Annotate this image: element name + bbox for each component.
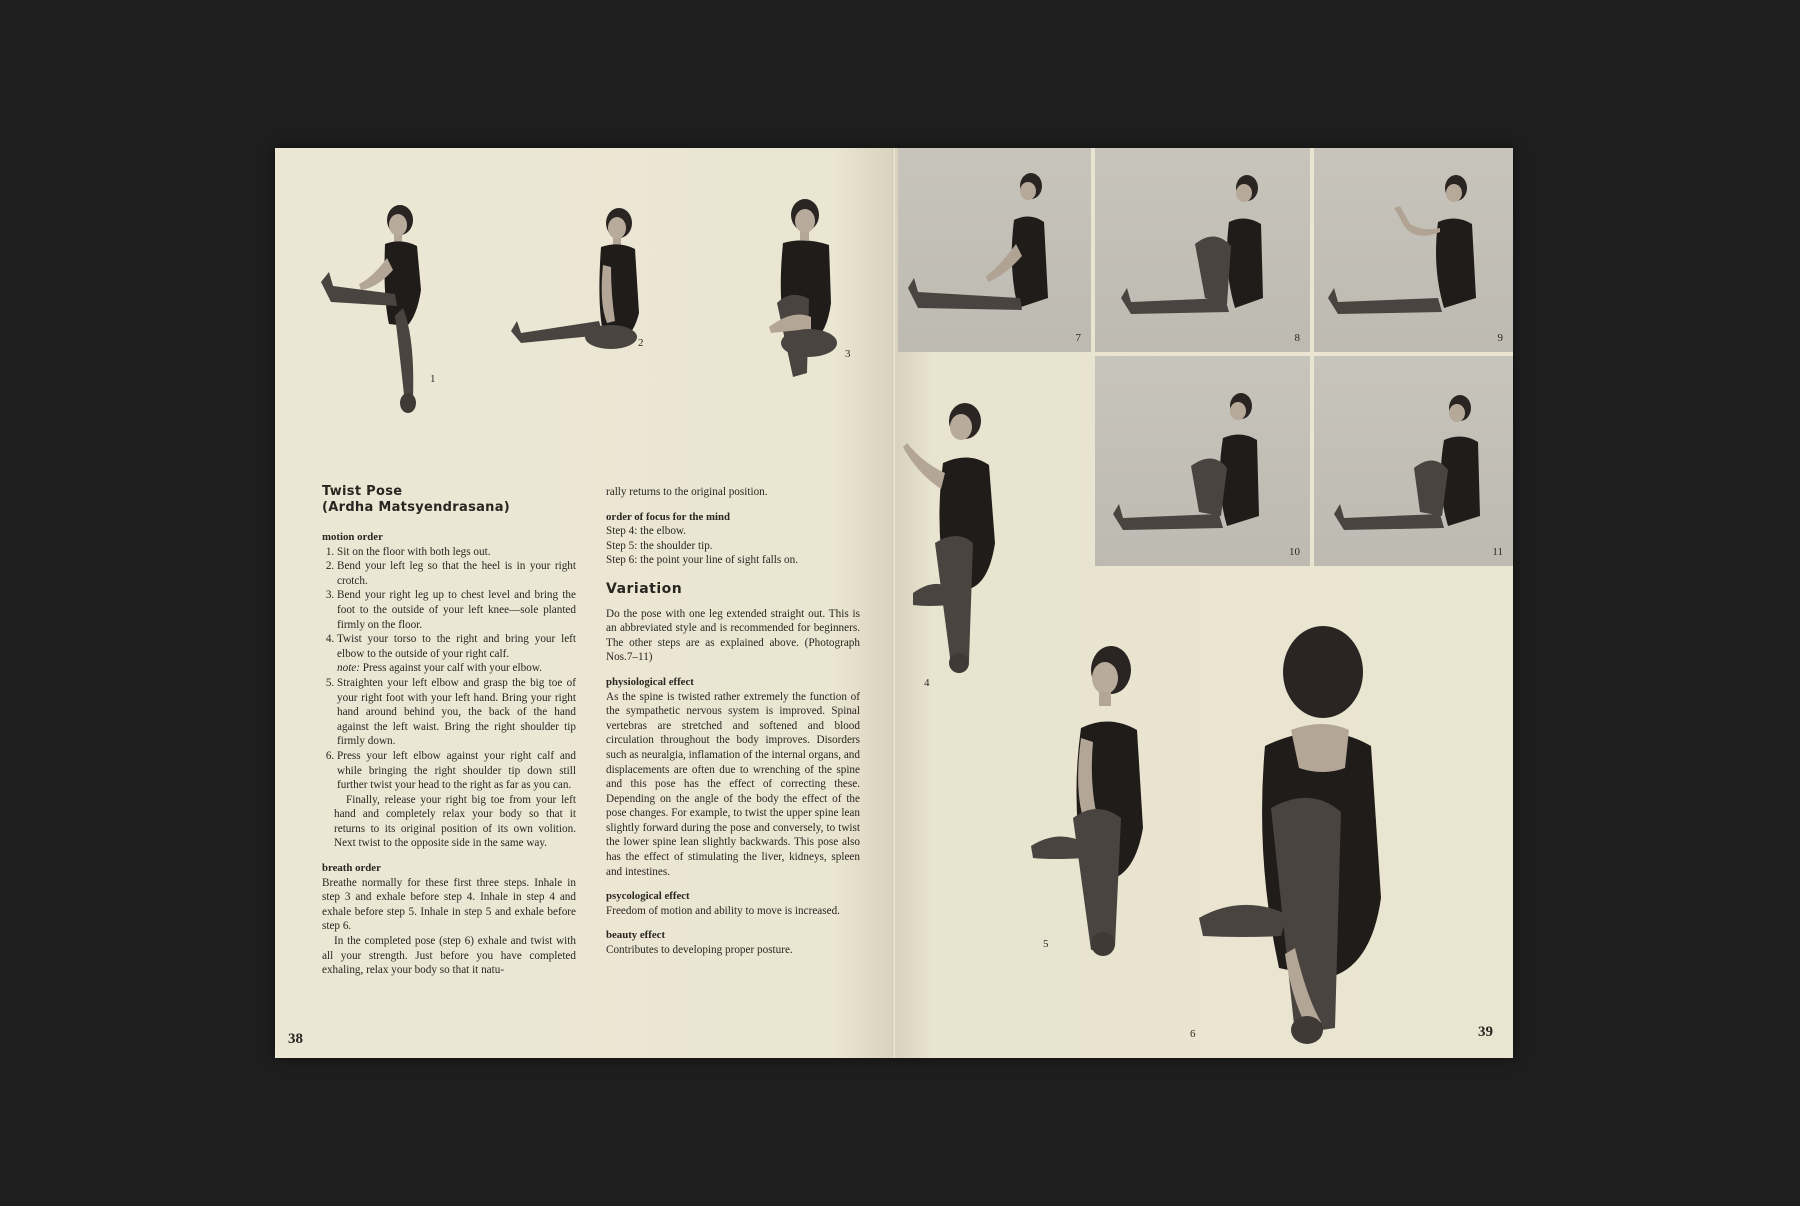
focus-item: Step 4: the elbow. — [606, 525, 687, 538]
figure-number: 2 — [638, 337, 644, 349]
note-label: note: — [337, 662, 360, 675]
pose-title: Twist Pose — [322, 484, 403, 499]
focus-item: Step 5: the shoulder tip. — [606, 539, 713, 552]
motion-steps-list — [322, 545, 576, 793]
photo-number: 10 — [1289, 546, 1300, 558]
photo-8 — [1095, 148, 1310, 352]
photo-10 — [1095, 356, 1310, 566]
figure-number: 6 — [1190, 1028, 1196, 1040]
photo-number: 7 — [1075, 332, 1081, 344]
figure-number: 1 — [430, 373, 436, 385]
motion-order-heading: motion order — [322, 531, 383, 543]
magazine-spread — [275, 148, 1513, 1058]
photo-11 — [1314, 356, 1513, 566]
completed-text: In the completed pose (step 6) exhale and twist with all your strength. Just before you have completed exhaling, relax your body so that it natu- — [322, 935, 576, 977]
final-paragraph: Finally, release your right big toe from your left hand and completely relax your body so that it returns to its original position of its own volition. Next twist to the opposite side in the same way. — [334, 793, 576, 850]
pose-figure-6 — [1190, 618, 1435, 1048]
pose-figure-2 — [507, 203, 657, 368]
beauty-text: Contributes to developing proper posture. — [606, 944, 793, 957]
left-page — [275, 148, 895, 1058]
variation-text: Do the pose with one leg extended straight out. This is an abbreviated style and is recommended for beginners. The other steps are as explained above. (Photograph Nos.7–11) — [606, 607, 860, 664]
motion-step: 1. Sit on the floor with both legs out. — [337, 545, 576, 560]
pose-subtitle: (Ardha Matsyendrasana) — [322, 500, 511, 515]
motion-step: 3. Bend your right leg up to chest level and bring the foot to the outside of your left knee—sole planted firmly on the floor. — [337, 588, 576, 632]
pose-figure-5 — [1025, 628, 1185, 958]
physiological-text: As the spine is twisted rather extremely the function of the sympathetic nervous system is improved. Spinal vertebras are stretched and softened and blood circulation throughout the body improves. Disorders such as neuralgia, inflamation of the internal organs, and displacements are often due to wrenching of the spine and this pose has the effect of correcting these. Depending on the angle of the body the effect of the pose changes. For example, to twist the upper spine lean slightly forward during the pose and conversely, to twist the lower spine lean slightly backwards. This pose also has the effect of stimulating the liver, kidneys, spleen and intestines. — [606, 690, 860, 878]
focus-heading: order of focus for the mind — [606, 510, 731, 523]
motion-step: 4. Twist your torso to the right and bring your left elbow to the outside of your right calf. note: Press against your calf with your elbow. — [337, 632, 576, 676]
motion-step: 6. Press your left elbow against your right calf and while bringing the right shoulder tip down still further twist your head to the right as far as you can. — [337, 749, 576, 793]
beauty-heading: beauty effect — [606, 929, 666, 942]
pose-figure-4 — [899, 393, 1029, 693]
photo-number: 11 — [1492, 546, 1503, 558]
page-number-right: 39 — [1478, 1024, 1493, 1040]
figure-number: 5 — [1043, 938, 1049, 950]
figure-number: 4 — [924, 677, 930, 689]
breath-order-heading: breath order — [322, 862, 381, 875]
variation-heading: Variation — [606, 580, 683, 597]
page-number-left: 38 — [288, 1031, 303, 1047]
note-text: Press against your calf with your elbow. — [362, 662, 542, 675]
photo-9 — [1314, 148, 1513, 352]
psychological-heading: psycological effect — [606, 890, 690, 903]
motion-step: 2. Bend your left leg so that the heel is in your right crotch. — [337, 559, 576, 588]
pose-figure-1 — [317, 198, 437, 413]
photo-number: 8 — [1294, 332, 1300, 344]
continued-text: rally returns to the original position. — [606, 486, 768, 498]
psychological-text: Freedom of motion and ability to move is increased. — [606, 904, 840, 917]
focus-item: Step 6: the point your line of sight falls on. — [606, 554, 799, 567]
photo-7 — [898, 148, 1091, 352]
right-page — [895, 148, 1513, 1058]
photo-number: 9 — [1497, 332, 1503, 344]
figure-number: 3 — [845, 348, 851, 360]
motion-step: 5. Straighten your left elbow and grasp the big toe of your right foot with your left hand. Bring your right hand around behind you, the back of the hand against the left waist. Bring the right shoulder tip firmly down. — [337, 676, 576, 749]
pose-figure-3 — [753, 193, 863, 383]
text-column-1 — [322, 484, 576, 978]
physiological-heading: physiological effect — [606, 675, 694, 688]
text-column-2 — [606, 485, 860, 958]
breath-text: Breathe normally for these first three steps. Inhale in step 3 and exhale before step 4. Inhale in step 4 and exhale before step 5. Inhale in step 5 and exhale before step 6. — [322, 876, 576, 933]
